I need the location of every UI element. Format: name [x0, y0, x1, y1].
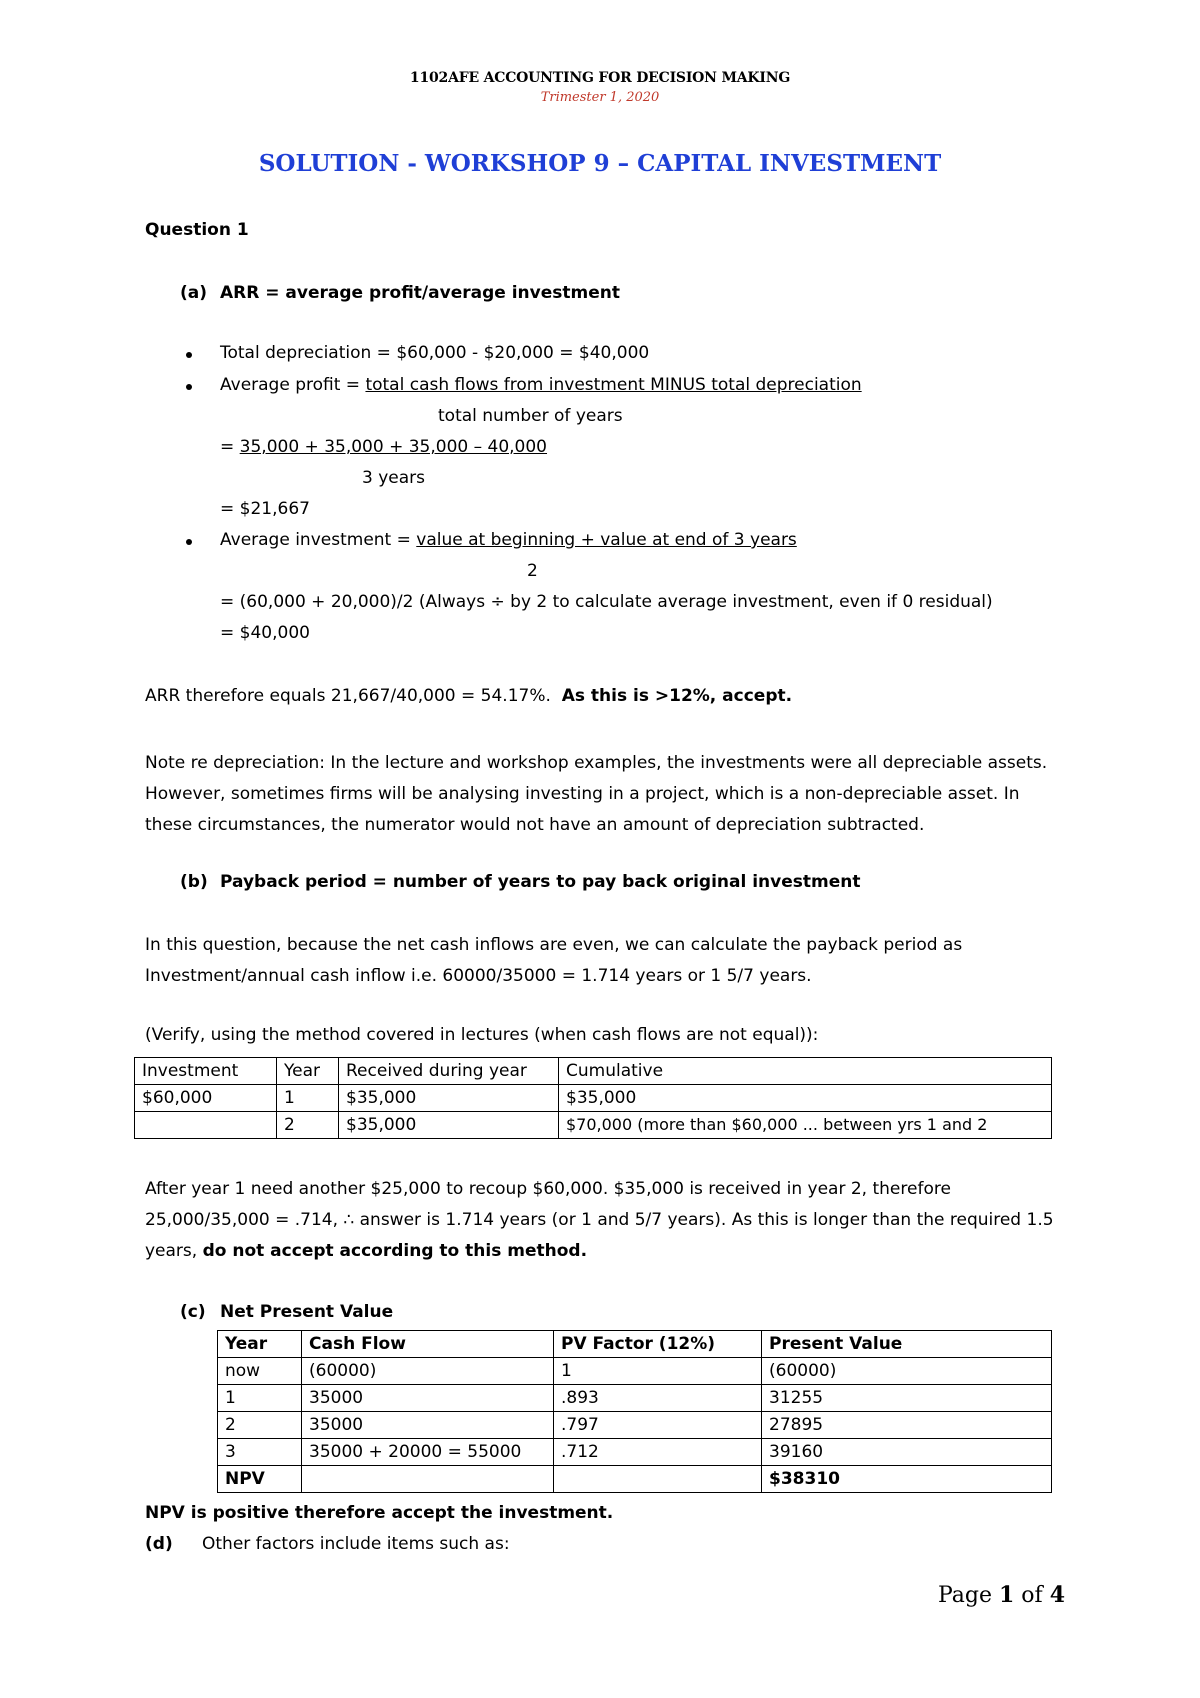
table-row — [135, 1085, 1052, 1112]
part-a-heading: ARR = average profit/average investment — [220, 283, 620, 303]
average-profit-numerator: total cash flows from investment MINUS total depreciation — [365, 375, 862, 395]
table-cell: .797 — [554, 1412, 762, 1439]
table-cell: 27895 — [762, 1412, 1052, 1439]
payback-explanation-text: After year 1 need another $25,000 to recoup $60,000. $35,000 is received in year 2, therefore 25,000/35,000 = .714, ∴ answer is 1.714 years (or 1 and 5/7 years). As this is longer than the required 1.5 years, — [145, 1179, 1054, 1261]
table-row — [135, 1112, 1052, 1139]
table-header-cell: Year — [277, 1058, 339, 1085]
payback-explanation — [145, 1174, 1065, 1267]
average-investment-calc: = (60,000 + 20,000)/2 (Always ÷ by 2 to calculate average investment, even if 0 residual) — [220, 592, 993, 612]
profit-result: = $21,667 — [220, 499, 310, 519]
table-cell: $38310 — [762, 1466, 1052, 1493]
part-c-heading: Net Present Value — [220, 1302, 394, 1322]
table-cell: 2 — [277, 1112, 339, 1139]
part-b-label: (b) — [180, 872, 208, 892]
table-cell: 31255 — [762, 1385, 1052, 1412]
table-cell: 35000 — [302, 1385, 554, 1412]
profit-calc-numerator: 35,000 + 35,000 + 35,000 – 40,000 — [239, 437, 548, 457]
payback-intro: In this question, because the net cash inflows are even, we can calculate the payback period as Investment/annual cash inflow i.e. 60000/35000 = 1.714 years or 1 5/7 years. — [145, 935, 963, 986]
table-cell — [554, 1466, 762, 1493]
table-cell: 3 — [218, 1439, 302, 1466]
table-row — [218, 1358, 1052, 1385]
total-depreciation: Total depreciation = $60,000 - $20,000 = $40,000 — [220, 343, 650, 363]
table-cell: 2 — [218, 1412, 302, 1439]
table-cell: $35,000 — [559, 1085, 1052, 1112]
page-number — [938, 1582, 1065, 1608]
average-investment-formula — [220, 530, 797, 550]
payback-table — [134, 1057, 1052, 1139]
table-header-cell: Received during year — [339, 1058, 559, 1085]
profit-calc-prefix: = — [220, 437, 240, 457]
table-cell: $35,000 — [339, 1112, 559, 1139]
table-cell — [135, 1112, 277, 1139]
table-cell: .893 — [554, 1385, 762, 1412]
payback-conclusion: do not accept according to this method. — [202, 1241, 588, 1261]
bullet-icon — [186, 539, 192, 545]
part-a-label: (a) — [180, 283, 208, 303]
of-word: of — [1021, 1583, 1043, 1608]
table-header-cell: Cash Flow — [302, 1331, 554, 1358]
table-cell: 1 — [218, 1385, 302, 1412]
table-cell: (60000) — [302, 1358, 554, 1385]
part-b-heading: Payback period = number of years to pay back original investment — [220, 872, 861, 892]
average-profit-formula — [220, 375, 862, 395]
table-cell — [302, 1466, 554, 1493]
table-header-row — [218, 1331, 1052, 1358]
profit-calc-denominator: 3 years — [362, 468, 426, 488]
arr-result — [145, 686, 792, 706]
profit-calculation — [220, 437, 547, 457]
table-header-cell: Cumulative — [559, 1058, 1052, 1085]
table-header-row — [135, 1058, 1052, 1085]
table-cell: 35000 + 20000 = 55000 — [302, 1439, 554, 1466]
term-label: Trimester 1, 2020 — [540, 90, 660, 105]
table-cell: now — [218, 1358, 302, 1385]
arr-conclusion: As this is >12%, accept. — [561, 686, 793, 706]
bullet-icon — [186, 384, 192, 390]
average-investment-result: = $40,000 — [220, 623, 310, 643]
table-header-cell: PV Factor (12%) — [554, 1331, 762, 1358]
verify-text: (Verify, using the method covered in lectures (when cash flows are not equal)): — [145, 1025, 819, 1045]
table-row — [218, 1439, 1052, 1466]
npv-conclusion: NPV is positive therefore accept the investment. — [145, 1503, 614, 1523]
table-header-cell: Present Value — [762, 1331, 1052, 1358]
average-profit-denominator: total number of years — [438, 406, 623, 426]
table-row — [218, 1412, 1052, 1439]
table-row — [218, 1385, 1052, 1412]
page-total: 4 — [1049, 1582, 1065, 1608]
average-investment-denominator: 2 — [527, 561, 538, 581]
table-cell: .712 — [554, 1439, 762, 1466]
course-title: 1102AFE ACCOUNTING FOR DECISION MAKING — [409, 70, 791, 86]
average-profit-prefix: Average profit = — [220, 375, 366, 395]
part-c-label: (c) — [180, 1302, 206, 1322]
table-cell: $35,000 — [339, 1085, 559, 1112]
table-cell: 39160 — [762, 1439, 1052, 1466]
table-cell: $70,000 (more than $60,000 ... between yrs 1 and 2 — [559, 1112, 1052, 1139]
table-cell: NPV — [218, 1466, 302, 1493]
npv-table — [217, 1330, 1052, 1493]
table-header-cell: Investment — [135, 1058, 277, 1085]
part-d-text: Other factors include items such as: — [202, 1534, 510, 1554]
bullet-icon — [186, 352, 192, 358]
arr-calc: ARR therefore equals 21,667/40,000 = 54.17%. — [145, 686, 551, 706]
table-cell: 35000 — [302, 1412, 554, 1439]
page-word: Page — [937, 1583, 992, 1608]
average-investment-numerator: value at beginning + value at end of 3 years — [416, 530, 797, 550]
average-investment-prefix: Average investment = — [220, 530, 417, 550]
table-header-cell: Year — [218, 1331, 302, 1358]
part-d-label: (d) — [145, 1534, 173, 1554]
table-cell: 1 — [277, 1085, 339, 1112]
table-total-row — [218, 1466, 1052, 1493]
depreciation-note: Note re depreciation: In the lecture and workshop examples, the investments were all depreciable assets. However, sometimes firms will be analysing investing in a project, which is a non-depreciable asset. In these circumstances, the numerator would not have an amount of depreciation subtracted. — [145, 753, 1048, 835]
page-title: SOLUTION - WORKSHOP 9 – CAPITAL INVESTMENT — [258, 150, 942, 177]
table-cell: 1 — [554, 1358, 762, 1385]
table-cell: $60,000 — [135, 1085, 277, 1112]
page-current: 1 — [998, 1582, 1015, 1608]
question-heading: Question 1 — [145, 220, 249, 240]
table-cell: (60000) — [762, 1358, 1052, 1385]
